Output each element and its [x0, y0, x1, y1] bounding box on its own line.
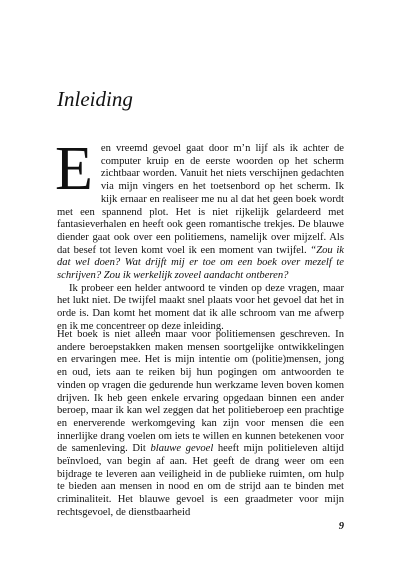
- second-section: [57, 329, 344, 520]
- paragraph-1: [55, 135, 345, 283]
- paragraph-3-text-after: heeft mijn politieleven altijd beïnvloed, van begin af aan. Het geeft de drang weer om een bijdrage te leveren aan veiligheid in de publieke ruimten, om hulp te bieden aan mensen in nood en om de strijd aan te binden met criminaliteit. Het blauwe gevoel is een graadmeter voor mijn rechtsgevoel, de dienstbaarheid: [57, 443, 344, 518]
- opening-section: [55, 135, 345, 334]
- paragraph-1-text: en vreemd gevoel gaat door m’n lijf als ik achter de computer kruip en de eerste woorden op het scherm zichtbaar worden. Vanuit het niets verschijnen gedachten via mijn vingers en het toetsenbord op het scherm. Ik kijk ernaar en realiseer me nu al dat het geen boek wordt met een spannend plot. Het is niet rijkelijk gelardeerd met fantasieverhalen en heeft ook geen romantische trekjes. De blauwe diender gaat ook over een politiemens, namelijk over mijzelf. Als dat besef tot leven komt voel ik een moment van twijfel.: [57, 143, 344, 256]
- paragraph-1-quote: “Zou ik dat wel doen? Wat drijft mij er toe om een boek over mezelf te schrijven? Zou ik werkelijk zoveel aandacht ontberen?: [57, 244, 345, 282]
- paragraph-3: [57, 329, 344, 520]
- paragraph-3-text-before: Het boek is niet alleen maar voor politiemensen geschreven. In andere beroepstakken maken mensen soortgelijke ontwikkelingen en ervaringen mee. Het is mijn intentie om (politie)mensen, jong en oud, iets aan te reiken bij hun pogingen om antwoorden te vinden op vragen die gedurende hun werkzame leven boven komen drijven. Ik heb geen enkele ervaring opgedaan binnen een ander beroep, maar ik kan wel zeggen dat het politieberoep een prachtige en enerverende werkomgeving kan zijn voor mensen die een innerlijke drang voelen om iets te willen en kunnen betekenen voor de samenleving. Dit: [57, 329, 344, 455]
- page-number: 9: [338, 521, 344, 532]
- paragraph-2: Ik probeer een helder antwoord te vinden op deze vragen, maar het lukt niet. De twijfel maakt snel plaats voor het gevoel dat het in orde is. Dan komt het moment dat ik alle schroom van me afwerp en ik me concentreer op deze inleiding.: [57, 282, 344, 332]
- chapter-title: Inleiding: [57, 87, 133, 111]
- drop-cap: E: [55, 135, 93, 203]
- paragraph-3-emphasis: blauwe gevoel: [150, 443, 214, 455]
